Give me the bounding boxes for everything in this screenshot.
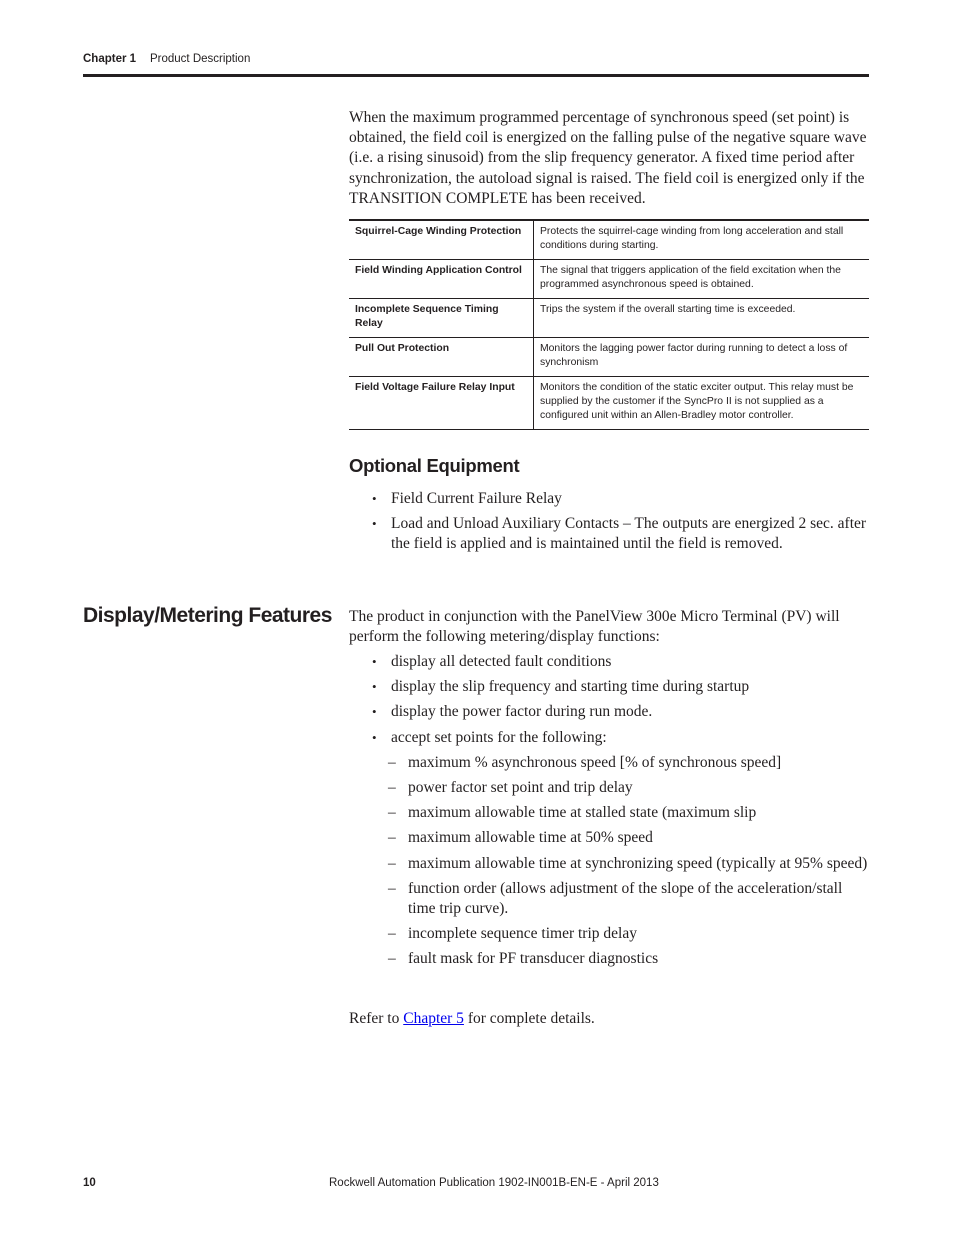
- list-item-text: Field Current Failure Relay: [391, 490, 562, 507]
- list-item: [349, 652, 869, 672]
- table-row: [349, 299, 869, 338]
- chapter-title: Product Description: [150, 53, 251, 65]
- page-header: [83, 52, 869, 68]
- chapter-5-link[interactable]: Chapter 5: [403, 1010, 464, 1027]
- bullet-icon: •: [372, 491, 377, 506]
- list-item-text: display all detected fault conditions: [391, 653, 612, 670]
- protection-spec-table: [349, 219, 869, 430]
- intro-paragraph: When the maximum programmed percentage of synchronous speed (set point) is obtained, the field coil is energized on the falling pulse of the negative square wave (i.e. a rising sinusoid) from the slip frequency generator. A fixed time period after synchronization, the autoload signal is raised. The field coil is energized only if the TRANSITION COMPLETE has been received.: [349, 109, 867, 207]
- sub-list-item: – maximum % asynchronous speed [% of synchronous speed]: [388, 753, 782, 771]
- sub-list-item: – function order (allows adjustment of the slope of the acceleration/stall time trip curve).: [388, 879, 843, 918]
- display-functions-list: [349, 652, 869, 975]
- list-item-text: accept set points for the following:: [391, 728, 607, 746]
- display-metering-heading: Display/Metering Features: [83, 604, 332, 627]
- bullet-icon: •: [372, 654, 377, 669]
- table-row: [349, 338, 869, 377]
- sub-list-item-text: maximum allowable time at 50% speed: [408, 829, 653, 847]
- sub-list-item-text: function order (allows adjustment of the slope of the acceleration/stall time trip curve).: [408, 879, 843, 918]
- sub-list-item: – fault mask for PF transducer diagnostics: [388, 950, 659, 968]
- table-description: The signal that triggers application of the field excitation when the programmed asynchronous speed is obtained.: [534, 260, 870, 299]
- sub-list-item: – maximum allowable time at stalled state (maximum slip: [388, 804, 757, 822]
- refer-suffix: for complete details.: [463, 1010, 595, 1027]
- display-intro-paragraph: The product in conjunction with the PanelView 300e Micro Terminal (PV) will perform the following metering/display functions:: [349, 608, 840, 646]
- set-points-list: [388, 753, 869, 970]
- sub-list-item: – maximum allowable time at 50% speed: [388, 829, 653, 847]
- sub-list-item: – incomplete sequence timer trip delay: [388, 925, 637, 943]
- list-item: [349, 489, 869, 509]
- sub-list-item: – maximum allowable time at synchronizing speed (typically at 95% speed): [388, 854, 868, 872]
- bullet-icon: •: [372, 704, 377, 720]
- table-term: Field Winding Application Control: [349, 260, 534, 299]
- list-item: [349, 677, 869, 697]
- bullet-icon: •: [372, 679, 377, 695]
- optional-equipment-heading: Optional Equipment: [349, 455, 520, 476]
- table-description: Trips the system if the overall starting time is exceeded.: [534, 299, 870, 338]
- table-row: [349, 377, 869, 430]
- table-term: Squirrel-Cage Winding Protection: [349, 220, 534, 260]
- table-description: Monitors the condition of the static exciter output. This relay must be supplied by the customer if the SyncPro II is not supplied as a configured unit within an Allen-Bradley motor controller.: [540, 382, 854, 421]
- sub-list-item-text: fault mask for PF transducer diagnostics: [408, 950, 659, 968]
- table-term: Field Voltage Failure Relay Input: [349, 377, 534, 430]
- refer-prefix: Refer to: [349, 1010, 404, 1027]
- table-term: Pull Out Protection: [349, 338, 534, 377]
- bullet-icon: •: [372, 516, 377, 532]
- sub-list-item-text: maximum % asynchronous speed [% of synchronous speed]: [408, 753, 782, 771]
- list-item-text: Load and Unload Auxiliary Contacts – The outputs are energized 2 sec. after the field is applied and is maintained until the field is removed.: [391, 515, 867, 553]
- list-item: [349, 728, 869, 970]
- publication-info: Rockwell Automation Publication 1902-IN001B-EN-E - April 2013: [329, 1177, 659, 1189]
- refer-paragraph: [349, 1009, 869, 1029]
- page-number: 10: [83, 1177, 96, 1189]
- list-item-text: display the slip frequency and starting time during startup: [391, 678, 750, 696]
- table-row: [349, 220, 869, 260]
- table-description: Protects the squirrel-cage winding from long acceleration and stall conditions during starting.: [534, 220, 870, 260]
- table-term: Incomplete Sequence Timing Relay: [349, 299, 534, 338]
- sub-list-item-text: maximum allowable time at stalled state (maximum slip: [408, 804, 757, 822]
- list-item: [349, 514, 869, 554]
- table-description: Monitors the lagging power factor during running to detect a loss of synchronism: [534, 338, 870, 377]
- bullet-icon: •: [372, 729, 377, 745]
- sub-list-item-text: maximum allowable time at synchronizing speed (typically at 95% speed): [408, 854, 868, 872]
- list-item: [349, 702, 869, 722]
- header-divider: [83, 74, 869, 77]
- sub-list-item-text: power factor set point and trip delay: [408, 779, 633, 797]
- chapter-label: Chapter 1: [83, 53, 137, 65]
- optional-equipment-list: [349, 489, 869, 560]
- sub-list-item-text: incomplete sequence timer trip delay: [408, 925, 637, 943]
- sub-list-item: – power factor set point and trip delay: [388, 779, 633, 797]
- table-row: [349, 260, 869, 299]
- list-item-text: display the power factor during run mode.: [391, 703, 653, 721]
